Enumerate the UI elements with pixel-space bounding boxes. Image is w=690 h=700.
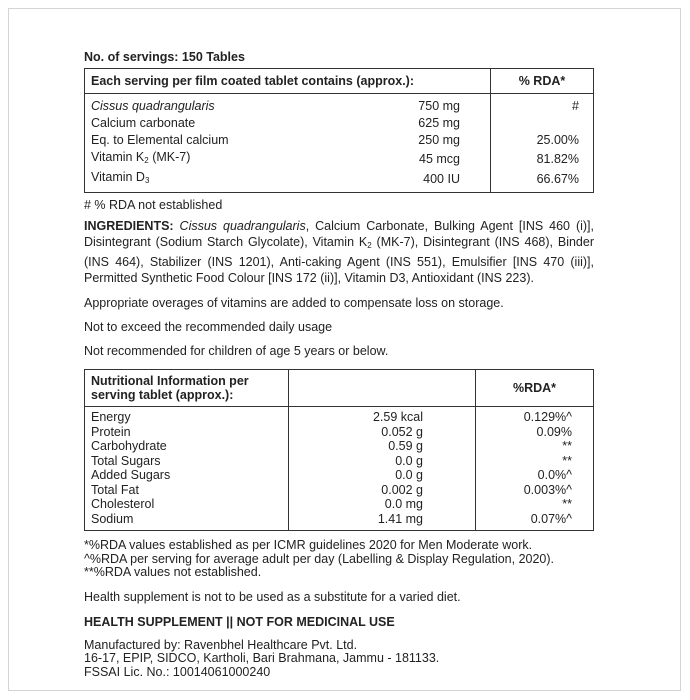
table-row [85,115,593,132]
nutrient-value: 0.59 g [289,439,476,454]
nutrient-rda: ** [476,497,594,512]
ingredient-name: Cissus quadrangularis [91,99,215,113]
footnote-labelling: ^%RDA per serving for average adult per day (Labelling & Display Regulation, 2020). [84,551,555,566]
table-row [85,512,594,531]
nutrient-rda: 0.09% [476,425,594,440]
nutrition-table [84,369,594,531]
table-row [85,439,594,454]
composition-table [85,69,593,192]
nutrition-header-spacer [289,370,476,407]
fssai-license: FSSAI Lic. No.: 10014061000240 [84,664,271,679]
nutrition-header-left: Nutritional Information per serving tablet (approx.): [85,370,289,407]
nutrient-value: 0.0 mg [289,497,476,512]
health-supplement-note: Health supplement is not to be used as a substitute for a varied diet. [84,589,461,604]
rda-not-established-note: # % RDA not established [84,198,223,212]
ingredient-name: Calcium carbonate [91,116,196,130]
nutrient-name: Sodium [91,511,134,526]
health-supplement-heading: HEALTH SUPPLEMENT || NOT FOR MEDICINAL USE [84,614,395,629]
nutrient-name: Protein [91,424,131,439]
manufacturer-name: Manufactured by: Ravenbhel Healthcare Pvt. Ltd. [84,637,358,652]
children-note: Not recommended for children of age 5 years or below. [84,344,389,358]
ingredients-text-2: (MK-7), Disintegrant (INS 468), Binder (INS 464), Stabilizer (INS 1201), Anti-caking Agent (INS 551), Emulsifier [INS 470 (iii)], Permitted Synthetic Food Colour [INS 172 (ii)], Vitamin D3, Antioxidant (INS 223). [84,235,594,285]
nutrient-rda: 0.07%^ [476,512,594,531]
nutrition-header-row [85,370,594,407]
daily-usage-note: Not to exceed the recommended daily usage [84,320,333,334]
footnote-icmr: *%RDA values established as per ICMR guidelines 2020 for Men Moderate work. [84,538,533,552]
nutrient-name: Carbohydrate [91,439,167,453]
table-row [85,483,594,498]
nutrient-name: Energy [91,410,131,424]
manufacturer-address: 16-17, EPIP, SIDCO, Kartholi, Bari Brahmana, Jammu - 181133. [84,651,440,665]
composition-header-rda: % RDA* [491,69,594,94]
nutrient-value: 0.002 g [289,483,476,498]
ingredient-qty: 400 IU [423,171,460,186]
nutrient-value: 0.0 g [289,454,476,469]
overages-note: Appropriate overages of vitamins are added to compensate loss on storage. [84,296,504,310]
ingredient-qty: 45 mcg [419,151,460,166]
rda-footnotes [84,539,594,580]
composition-header-left: Each serving per film coated tablet contains (approx.): [85,69,491,94]
nutrient-rda: 0.129%^ [476,407,594,425]
ingredients-paragraph [84,218,594,286]
nutrient-rda: 0.0%^ [476,468,594,483]
table-row [85,454,594,469]
ingredient-qty: 625 mg [418,116,460,130]
ingredient-rda: 81.82% [491,149,594,169]
ingredients-subscript: 2 [367,241,372,250]
table-row [85,132,593,149]
nutrient-name: Added Sugars [91,468,171,482]
label-content [84,50,594,679]
nutrient-name: Total Fat [91,482,139,497]
ingredient-name-cell [85,169,374,192]
nutrient-name: Cholesterol [91,497,155,511]
ingredient-qty: 250 mg [418,133,460,147]
ingredient-name: Eq. to Elemental calcium [91,133,229,147]
ingredients-label: INGREDIENTS: [84,219,174,233]
table-row [85,94,593,116]
ingredient-rda: 25.00% [491,132,594,149]
nutrient-value: 2.59 kcal [289,407,476,425]
nutrient-value: 1.41 mg [289,512,476,531]
composition-header-row [85,69,593,94]
manufacturer-block [84,639,594,680]
table-row [85,468,594,483]
ingredients-lead: Cissus quadrangularis [179,219,306,233]
table-row [85,149,593,169]
ingredient-subscript: 3 [144,176,150,185]
nutrition-header-rda: %RDA* [476,370,594,407]
ingredient-rda: 66.67% [491,169,594,192]
nutrient-value: 0.0 g [289,468,476,483]
ingredient-rda [491,115,594,132]
table-row [85,425,594,440]
footnote-not-established: **%RDA values not established. [84,565,262,579]
ingredient-qty: 750 mg [418,99,460,113]
table-row [85,169,593,192]
nutrient-rda: 0.003%^ [476,483,594,498]
nutrient-rda: ** [476,439,594,454]
ingredient-name: Vitamin D [91,170,145,184]
ingredients-text-1: , Calcium Carbonate, Bulking Agent [INS 460 (i)], Disintegrant (Sodium Starch Glycolate), Vitamin K [84,219,594,249]
servings-heading: No. of servings: 150 Tables [84,50,245,64]
table-row [85,407,594,425]
nutrient-rda: ** [476,454,594,469]
ingredient-name: Vitamin K [91,150,145,164]
nutrient-name: Total Sugars [91,453,161,468]
ingredient-subscript: 2 [144,156,149,165]
composition-table-box [84,68,594,193]
ingredient-suffix: (MK-7) [148,150,191,164]
nutrient-value: 0.052 g [289,425,476,440]
ingredient-rda: # [491,94,594,116]
table-row [85,497,594,512]
ingredient-name-cell [85,149,374,169]
